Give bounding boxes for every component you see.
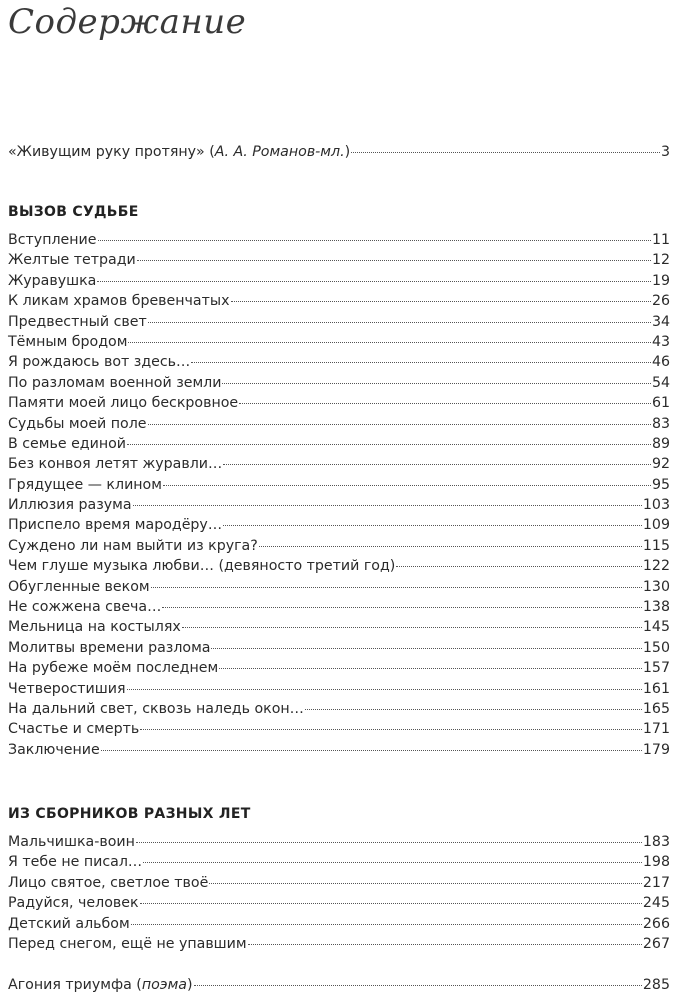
toc-entry-title: Молитвы времени разлома [8, 639, 211, 656]
dot-leader [211, 648, 641, 649]
toc-entry-page: 11 [651, 232, 670, 248]
dot-leader [127, 444, 651, 445]
toc-entry-page: 83 [651, 415, 670, 432]
toc-entry-title: Лицо святое, светлое твоё [8, 874, 209, 891]
toc-entry[interactable] [8, 515, 670, 535]
toc-entry[interactable] [8, 475, 670, 495]
toc-entry[interactable] [8, 536, 670, 556]
final-title-end: ) [186, 977, 193, 993]
intro-title-author: А. А. Романов-мл. [214, 144, 345, 160]
toc-entry-page: 138 [642, 599, 670, 616]
toc-entry-page: 217 [642, 874, 670, 891]
toc-entry-page: 183 [642, 834, 670, 850]
dot-leader [191, 362, 651, 363]
toc-entry-page: 150 [642, 639, 670, 656]
toc-entry-title: К ликам храмов бревенчатых [8, 293, 230, 310]
toc-entry-title: Детский альбом [8, 915, 130, 932]
dot-leader [223, 464, 651, 465]
toc-entry-page: 161 [642, 680, 670, 697]
toc-entry[interactable] [8, 271, 670, 291]
toc-entry-title: Предвестный свет [8, 313, 147, 330]
dot-leader [140, 729, 642, 730]
toc-entry-title: По разломам военной земли [8, 374, 222, 391]
toc-entry[interactable] [8, 914, 670, 934]
toc-entry-title: Перед снегом, ещё не упавшим [8, 935, 247, 952]
dot-leader [127, 689, 642, 690]
dot-leader [131, 924, 642, 925]
toc-entry-page: 179 [642, 741, 670, 758]
toc-entry-page: 26 [651, 293, 670, 310]
dot-leader [128, 342, 651, 343]
dot-leader [239, 403, 651, 404]
toc-entry-page: 103 [642, 497, 670, 514]
toc-entry-title: Счастье и смерть [8, 721, 140, 738]
section-heading-vyzov-sudbe: ВЫЗОВ СУДЬБЕ [8, 204, 139, 220]
dot-leader [136, 842, 642, 843]
toc-entry-title: Мальчишка-воин [8, 834, 135, 850]
toc-entry-title: Я рождаюсь вот здесь… [8, 354, 191, 371]
dot-leader [231, 301, 651, 302]
toc-entry-title: Обугленные веком [8, 578, 150, 595]
toc-entry-title: Четверостишия [8, 680, 126, 697]
dot-leader [209, 883, 642, 884]
toc-entry[interactable] [8, 250, 670, 270]
toc-entry-page: 198 [642, 854, 670, 871]
toc-entry[interactable] [8, 617, 670, 637]
section2-entry-list [8, 832, 670, 954]
toc-entry-title: Заключение [8, 741, 100, 758]
dot-leader [219, 668, 642, 669]
intro-title-end: ) [344, 144, 351, 160]
toc-entry-title: Журавушка [8, 272, 97, 289]
toc-entry[interactable] [8, 934, 670, 954]
toc-entry-title: Приспело время мародёру… [8, 517, 223, 534]
toc-entry-page: 165 [642, 700, 670, 717]
toc-entry-page: 122 [642, 558, 670, 575]
toc-entry-page: 115 [642, 537, 670, 554]
section1-entry-list [8, 230, 670, 760]
dot-leader [148, 322, 651, 323]
toc-entry[interactable] [8, 740, 670, 760]
intro-title-main: «Живущим руку протяну» ( [8, 144, 215, 160]
toc-entry-page: 3 [660, 144, 670, 160]
toc-entry-page: 285 [642, 977, 670, 993]
dot-leader [151, 587, 642, 588]
toc-entry[interactable] [8, 893, 670, 913]
toc-entry[interactable] [8, 332, 670, 352]
toc-entry-page: 157 [642, 660, 670, 677]
final-entry-list [8, 975, 670, 995]
toc-entry[interactable] [8, 597, 670, 617]
dot-leader [162, 607, 642, 608]
toc-entry[interactable] [8, 719, 670, 739]
toc-entry-page: 61 [651, 395, 670, 412]
page-title: Содержание [8, 2, 247, 42]
toc-entry-title: Грядущее — клином [8, 476, 162, 493]
dot-leader [222, 383, 650, 384]
toc-entry-page: 12 [651, 252, 670, 269]
dot-leader [194, 985, 642, 986]
dot-leader [396, 566, 642, 567]
toc-entry-title: Вступление [8, 232, 97, 248]
dot-leader [137, 260, 651, 261]
toc-entry[interactable] [8, 679, 670, 699]
toc-entry-page: 54 [651, 374, 670, 391]
toc-entry-title: Не сожжена свеча… [8, 599, 162, 616]
toc-entry-title: Радуйся, человек [8, 895, 139, 912]
final-title-genre: поэма [141, 977, 187, 993]
toc-entry-title: В семье единой [8, 435, 127, 452]
toc-entry[interactable] [8, 658, 670, 678]
toc-entry-page: 89 [651, 435, 670, 452]
dot-leader [97, 281, 651, 282]
toc-entry-page: 43 [651, 333, 670, 350]
toc-entry-page: 46 [651, 354, 670, 371]
toc-entry-title: Иллюзия разума [8, 497, 132, 514]
dot-leader [98, 240, 651, 241]
toc-entry-title: Тёмным бродом [8, 333, 128, 350]
toc-entry-title [8, 975, 193, 995]
toc-entry[interactable] [8, 393, 670, 413]
dot-leader [182, 627, 642, 628]
dot-leader [163, 485, 651, 486]
toc-entry-title: На дальний свет, сквозь наледь окон… [8, 700, 304, 717]
toc-entry-title: Чем глуше музыка любви… (девяносто третий год) [8, 558, 396, 575]
toc-entry[interactable] [8, 454, 670, 474]
toc-entry[interactable] [8, 414, 670, 434]
toc-entry[interactable] [8, 312, 670, 332]
toc-entry[interactable] [8, 556, 670, 576]
toc-entry-title: Судьбы моей поле [8, 415, 147, 432]
toc-entry-page: 145 [642, 619, 670, 636]
intro-entry-list [8, 142, 670, 162]
dot-leader [259, 546, 642, 547]
dot-leader [143, 862, 642, 863]
toc-entry-intro[interactable] [8, 142, 670, 162]
toc-entry[interactable] [8, 699, 670, 719]
toc-entry[interactable] [8, 352, 670, 372]
toc-entry[interactable] [8, 873, 670, 893]
toc-entry-title: Памяти моей лицо бескровное [8, 395, 239, 412]
toc-entry-title: На рубеже моём последнем [8, 660, 219, 677]
dot-leader [140, 903, 642, 904]
toc-entry-title: Суждено ли нам выйти из круга? [8, 537, 258, 554]
toc-entry[interactable] [8, 434, 670, 454]
toc-entry-page: 245 [642, 895, 670, 912]
dot-leader [148, 424, 651, 425]
toc-entry-final[interactable] [8, 975, 670, 995]
toc-entry-page: 92 [651, 456, 670, 473]
toc-entry-page: 95 [651, 476, 670, 493]
toc-entry-title: Мельница на костылях [8, 619, 181, 636]
toc-entry[interactable] [8, 638, 670, 658]
dot-leader [305, 709, 642, 710]
toc-entry-title: Я тебе не писал… [8, 854, 143, 871]
toc-entry-page: 171 [642, 721, 670, 738]
toc-entry-page: 130 [642, 578, 670, 595]
toc-entry[interactable] [8, 291, 670, 311]
toc-entry[interactable] [8, 230, 670, 250]
dot-leader [351, 152, 660, 153]
toc-entry[interactable] [8, 832, 670, 852]
dot-leader [223, 525, 642, 526]
toc-entry-page: 267 [642, 935, 670, 952]
dot-leader [133, 505, 642, 506]
section-heading-iz-sbornikov: ИЗ СБОРНИКОВ РАЗНЫХ ЛЕТ [8, 806, 251, 822]
dot-leader [101, 750, 642, 751]
toc-entry-page: 266 [642, 915, 670, 932]
toc-entry-title: Желтые тетради [8, 252, 136, 269]
toc-entry-title: Без конвоя летят журавли… [8, 456, 223, 473]
toc-entry-title [8, 142, 350, 162]
final-title-main: Агония триумфа ( [8, 977, 142, 993]
toc-entry[interactable] [8, 577, 670, 597]
dot-leader [248, 944, 642, 945]
toc-entry[interactable] [8, 495, 670, 515]
toc-entry-page: 34 [651, 313, 670, 330]
toc-entry-page: 19 [651, 272, 670, 289]
toc-entry[interactable] [8, 852, 670, 872]
toc-entry-page: 109 [642, 517, 670, 534]
toc-entry[interactable] [8, 373, 670, 393]
